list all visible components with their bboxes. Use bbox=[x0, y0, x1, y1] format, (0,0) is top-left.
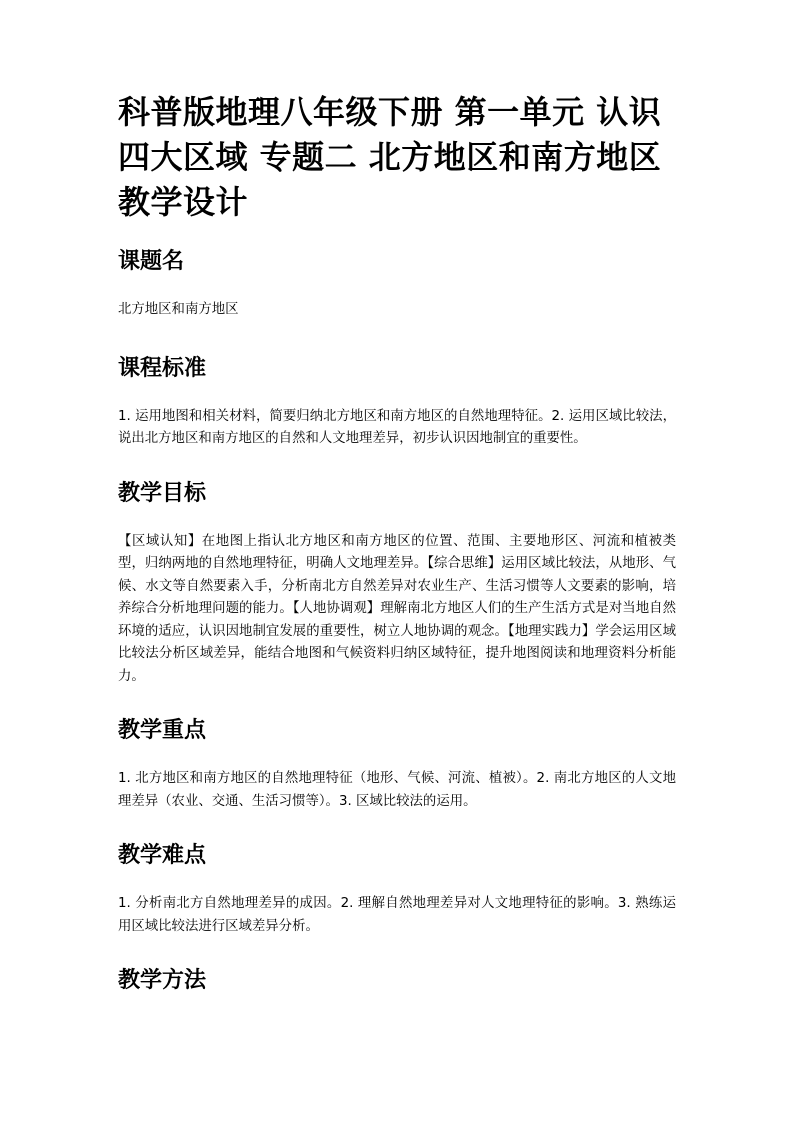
section-body: 【区域认知】在地图上指认北方地区和南方地区的位置、范围、主要地形区、河流和植被类型，归纳两地的自然地理特征，明确人文地理差异。【综合思维】运用区域比较法，从地形、气候、水文等自然要素入手，分析南北方自然差异对农业生产、生活习惯等人文要素的影响，培养综合分析地理问题的能力。【人地协调观】理解南北方地区人们的生产生活方式是对当地自然环境的适应，认识因地制宜发展的重要性，树立人地协调的观念。【地理实践力】学会运用区域比较法分析区域差异，能结合地图和气候资料归纳区域特征，提升地图阅读和地理资料分析能力。 bbox=[118, 533, 676, 684]
section-body: 北方地区和南方地区 bbox=[118, 302, 239, 317]
title-line-1: 科普版地理八年级下册 第一单元 认识 bbox=[118, 93, 662, 131]
section-heading: 课题名 bbox=[118, 249, 185, 274]
title-line-2: 四大区域 专题二 北方地区和南方地区 bbox=[118, 138, 662, 176]
section-teaching-objectives bbox=[118, 479, 676, 689]
section-heading: 教学目标 bbox=[118, 480, 207, 506]
section-difficult-points bbox=[118, 841, 676, 938]
section-body: 1. 北方地区和南方地区的自然地理特征（地形、气候、河流、植被）。2. 南北方地区的人文地理差异（农业、交通、生活习惯等）。3. 区域比较法的运用。 bbox=[118, 771, 676, 809]
section-heading: 教学方法 bbox=[118, 968, 207, 993]
section-heading: 教学重点 bbox=[118, 718, 207, 743]
page-title bbox=[118, 90, 676, 225]
section-body: 1. 运用地图和相关材料，简要归纳北方地区和南方地区的自然地理特征。2. 运用区域比较法，说出北方地区和南方地区的自然和人文地理差异，初步认识因地制宜的重要性。 bbox=[118, 408, 676, 446]
section-key-points bbox=[118, 716, 676, 813]
section-topic-name bbox=[118, 247, 676, 322]
section-curriculum-standard bbox=[118, 354, 676, 451]
section-body: 1. 分析南北方自然地理差异的成因。2. 理解自然地理差异对人文地理特征的影响。3. 熟练运用区域比较法进行区域差异分析。 bbox=[118, 896, 676, 934]
title-line-3: 教学设计 bbox=[118, 183, 249, 221]
section-teaching-methods bbox=[118, 966, 676, 996]
section-heading: 教学难点 bbox=[118, 843, 207, 868]
section-heading: 课程标准 bbox=[118, 355, 207, 381]
